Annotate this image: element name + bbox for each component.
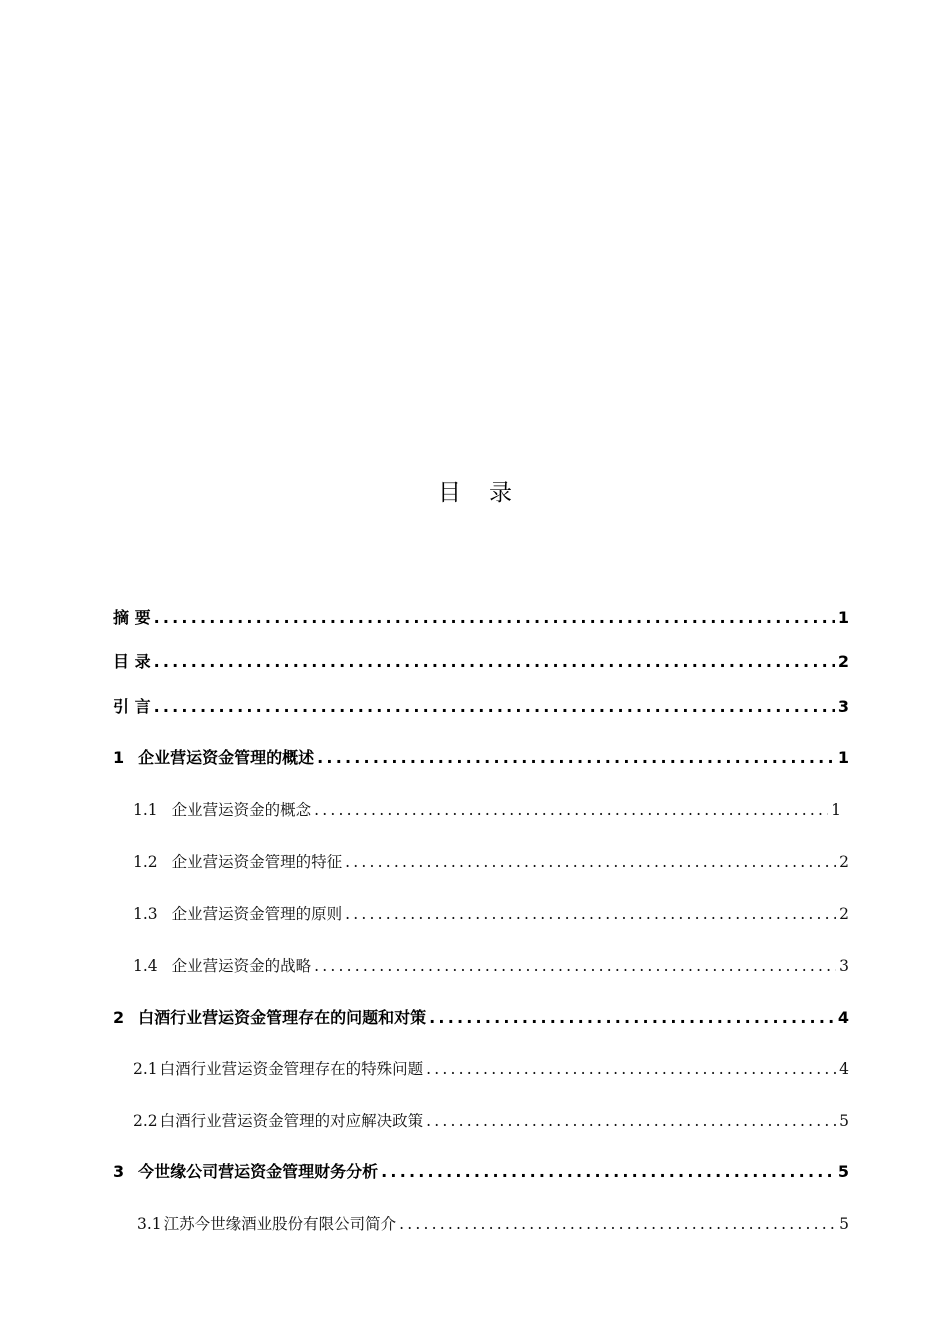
toc-entry-label: 企业营运资金管理的原则 — [171, 905, 343, 923]
toc-entry-label: 白酒行业营运资金管理的对应解决政策 — [159, 1112, 424, 1130]
toc-entry-section-1-3[interactable] — [133, 902, 849, 926]
toc-entry-abstract[interactable] — [113, 606, 849, 630]
toc-dot-leader — [314, 954, 836, 978]
toc-dot-leader — [381, 1160, 835, 1184]
toc-page-number: 5 — [839, 1215, 849, 1233]
toc-page-number: 4 — [839, 1060, 849, 1078]
toc-entry-label: 摘 要 — [113, 608, 151, 627]
toc-dot-leader — [426, 1109, 836, 1133]
toc-entry-label: 白酒行业营运资金管理存在的特殊问题 — [159, 1060, 424, 1078]
toc-entry-number: 3.1 — [137, 1215, 162, 1233]
toc-entry-number: 1.1 — [133, 801, 158, 819]
toc-entry-label: 白酒行业营运资金管理存在的问题和对策 — [138, 1008, 427, 1027]
toc-dot-leader — [426, 1057, 836, 1081]
toc-entry-chapter-3[interactable] — [113, 1160, 849, 1184]
toc-page-number: 4 — [837, 1008, 849, 1027]
toc-entry-section-2-2[interactable] — [133, 1109, 849, 1133]
toc-page-number: 1 — [837, 608, 849, 627]
toc-page-number: 1 — [831, 801, 841, 819]
toc-entry-chapter-1[interactable] — [113, 746, 849, 770]
toc-entry-label: 目 录 — [113, 652, 151, 671]
toc-dot-leader — [154, 695, 835, 719]
toc-entry-number: 1 — [113, 748, 125, 767]
toc-entry-section-1-4[interactable] — [133, 954, 849, 978]
toc-entry-label: 企业营运资金管理的特征 — [171, 853, 343, 871]
toc-entry-label: 企业营运资金的概念 — [171, 801, 312, 819]
toc-dot-leader — [399, 1212, 836, 1236]
toc-entry-chapter-2[interactable] — [113, 1006, 849, 1030]
toc-entry-section-3-1[interactable] — [137, 1212, 849, 1236]
toc-entry-contents[interactable] — [113, 650, 849, 674]
toc-entry-section-1-2[interactable] — [133, 850, 849, 874]
toc-entry-section-2-1[interactable] — [133, 1057, 849, 1081]
toc-page-number: 5 — [837, 1162, 849, 1181]
toc-entry-introduction[interactable] — [113, 695, 849, 719]
toc-entry-label: 企业营运资金管理的概述 — [138, 748, 315, 767]
toc-entry-number: 1.2 — [133, 853, 158, 871]
toc-dot-leader — [345, 850, 836, 874]
toc-title: 目录 — [438, 480, 540, 506]
toc-entry-number: 2 — [113, 1008, 125, 1027]
toc-page-number: 3 — [837, 697, 849, 716]
toc-page-number: 1 — [837, 748, 849, 767]
toc-dot-leader — [154, 606, 835, 630]
toc-page-number: 5 — [839, 1112, 849, 1130]
toc-page-number: 2 — [837, 652, 849, 671]
toc-page-number: 2 — [839, 905, 849, 923]
toc-dot-leader — [345, 902, 836, 926]
toc-page-number: 2 — [839, 853, 849, 871]
toc-entry-label: 企业营运资金的战略 — [171, 957, 312, 975]
toc-entry-section-1-1[interactable] — [133, 798, 841, 822]
toc-entry-label: 引 言 — [113, 697, 151, 716]
toc-dot-leader — [429, 1006, 835, 1030]
toc-dot-leader — [154, 650, 835, 674]
toc-entry-number: 3 — [113, 1162, 125, 1181]
toc-entry-number: 2.2 — [133, 1112, 158, 1130]
toc-entry-number: 1.3 — [133, 905, 158, 923]
toc-entry-label: 江苏今世缘酒业股份有限公司简介 — [163, 1215, 397, 1233]
toc-dot-leader — [317, 746, 835, 770]
toc-page-number: 3 — [839, 957, 849, 975]
toc-entry-number: 2.1 — [133, 1060, 158, 1078]
toc-entry-label: 今世缘公司营运资金管理财务分析 — [138, 1162, 379, 1181]
toc-entry-number: 1.4 — [133, 957, 158, 975]
toc-dot-leader — [314, 798, 828, 822]
